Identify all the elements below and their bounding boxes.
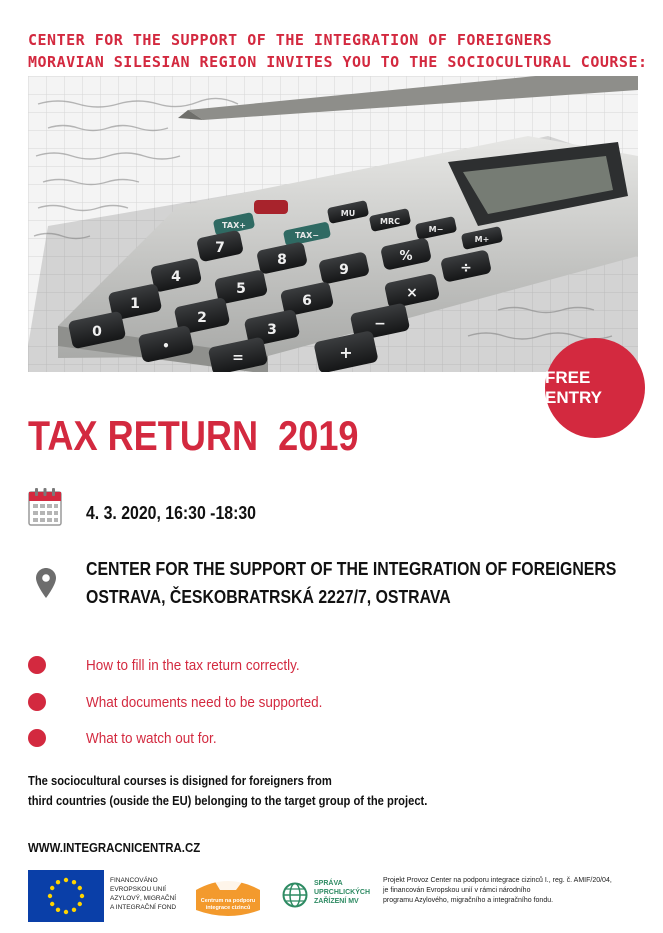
event-title: TAX RETURN 2019 bbox=[28, 412, 359, 459]
key-9: 9 bbox=[339, 262, 349, 278]
header-line-2: MORAVIAN SILESIAN REGION INVITES YOU TO THE SOCIOCULTURAL COURSE: bbox=[28, 53, 648, 71]
refugee-facilities-globe-icon bbox=[282, 882, 308, 908]
key-minus: − bbox=[374, 316, 386, 332]
key-mu: MU bbox=[340, 209, 356, 218]
key-4: 4 bbox=[171, 269, 181, 285]
target-group-note-line-2: third countries (ouside the EU) belonging to the target group of the project. bbox=[28, 793, 428, 808]
target-group-note-line-1: The sociocultural courses is disigned for foreigners from bbox=[28, 773, 332, 788]
key-3: 3 bbox=[267, 322, 277, 338]
location-line-1: CENTER FOR THE SUPPORT OF THE INTEGRATION OF FOREIGNERS bbox=[86, 559, 617, 579]
topic-text: How to fill in the tax return correctly. bbox=[86, 656, 300, 674]
event-date-time: 4. 3. 2020, 16:30 -18:30 bbox=[86, 503, 256, 523]
calendar-icon bbox=[28, 488, 62, 526]
bullet-dot-icon bbox=[28, 693, 46, 711]
integration-center-logo-text: Centrum na podporu integrace cizinců bbox=[200, 898, 256, 911]
key-m-minus: M− bbox=[428, 225, 444, 234]
key-divide: ÷ bbox=[460, 260, 472, 276]
key-8: 8 bbox=[277, 252, 287, 268]
key-percent: % bbox=[399, 249, 413, 264]
refugee-facilities-text: SPRÁVA UPRCHLICKÝCH ZAŘÍZENÍ MV bbox=[314, 880, 370, 905]
bullet-dot-icon bbox=[28, 656, 46, 674]
footer-logos bbox=[0, 868, 663, 928]
key-2: 2 bbox=[197, 310, 207, 326]
key-5: 5 bbox=[236, 281, 246, 297]
eu-funding-text: FINANCOVÁNO EVROPSKOU UNIÍ AZYLOVÝ, MIGRAČNÍ A INTEGRAČNÍ FOND bbox=[110, 877, 177, 911]
eu-flag-icon bbox=[28, 870, 104, 922]
key-0: 0 bbox=[92, 324, 102, 340]
key-equals: = bbox=[232, 350, 244, 366]
bullet-dot-icon bbox=[28, 729, 46, 747]
key-dot: • bbox=[162, 339, 170, 353]
free-entry-badge bbox=[545, 338, 645, 438]
key-m-plus: M+ bbox=[474, 235, 490, 244]
map-pin-icon bbox=[36, 568, 56, 598]
topic-item bbox=[28, 690, 323, 714]
project-funding-text: Projekt Provoz Center na podporu integrace cizinců I., reg. č. AMIF/20/04, je financován Evropskou unií v rámci národního programu Azylového, migračního a integračního fondu. bbox=[383, 877, 612, 904]
key-mrc: MRC bbox=[380, 217, 400, 226]
topic-text: What to watch out for. bbox=[86, 729, 217, 747]
header-line-1: CENTER FOR THE SUPPORT OF THE INTEGRATION OF FOREIGNERS bbox=[28, 31, 553, 49]
integration-center-logo-icon bbox=[190, 870, 266, 920]
calculator-photo bbox=[28, 76, 638, 372]
key-multiply: × bbox=[406, 285, 418, 301]
topic-text: What documents need to be supported. bbox=[86, 693, 323, 711]
website-link[interactable]: WWW.INTEGRACNICENTRA.CZ bbox=[28, 840, 201, 855]
key-plus: + bbox=[339, 343, 353, 362]
key-1: 1 bbox=[130, 296, 140, 312]
key-tax-minus: TAX− bbox=[295, 231, 319, 240]
free-entry-label: FREE ENTRY bbox=[545, 368, 602, 407]
topic-item bbox=[28, 653, 300, 677]
topic-item bbox=[28, 726, 217, 750]
key-6: 6 bbox=[302, 293, 312, 309]
key-7: 7 bbox=[215, 240, 225, 256]
location-line-2: OSTRAVA, ČESKOBRATRSKÁ 2227/7, OSTRAVA bbox=[86, 587, 451, 607]
key-tax-plus: TAX+ bbox=[222, 221, 246, 230]
